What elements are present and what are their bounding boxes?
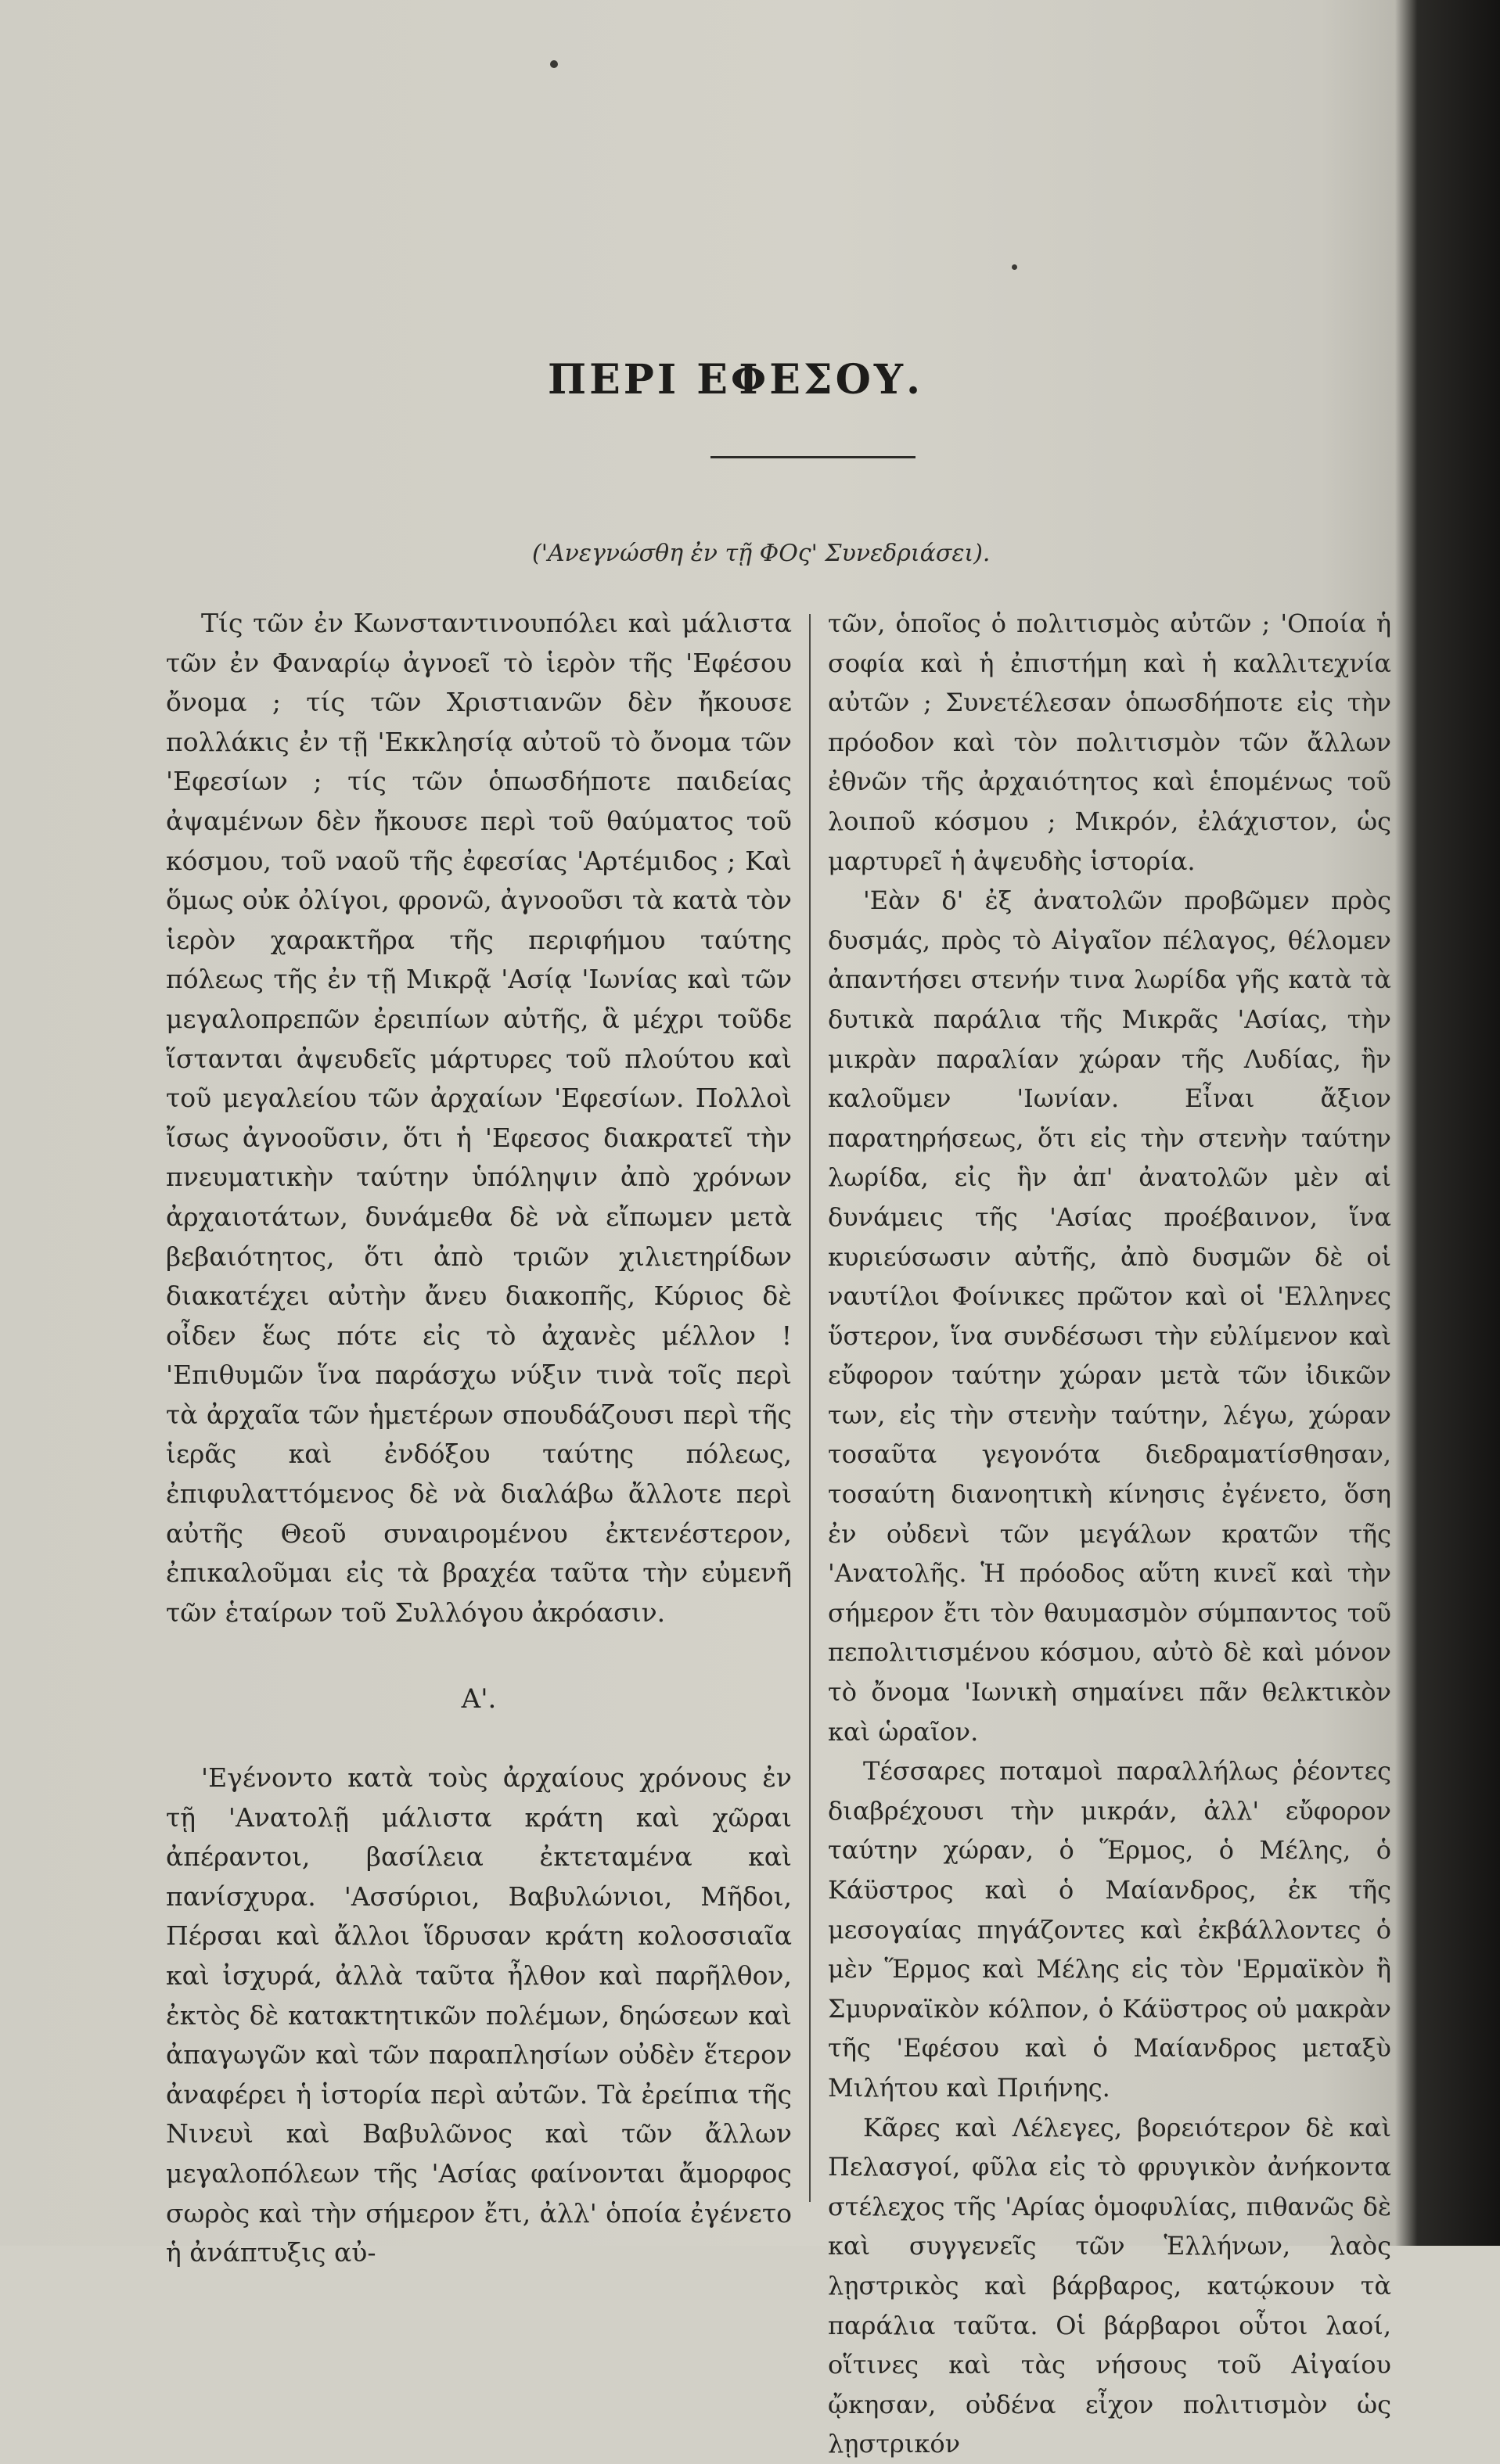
continuation-paragraph: τῶν, ὁποῖος ὁ πολιτισμὸς αὐτῶν ; 'Οποία ἡ σοφία καὶ ἡ ἐπιστήμη καὶ ἡ καλλιτεχνία αὐτῶν ; Συνετέλεσαν ὁπωσδήποτε εἰς τὴν πρόοδον καὶ τὸν πολιτισμὸν τῶν ἄλλων ἐθνῶν τῆς ἀρχαιότητος καὶ ἑπομένως τοῦ λοιποῦ κόσμου ; Μικρόν, ἐλάχιστον, ὡς μαρτυρεῖ ἡ ἀψευδὴς ἱστορία. bbox=[828, 609, 1391, 876]
left-column bbox=[166, 604, 792, 2273]
peoples-paragraph: Κᾶρες καὶ Λέλεγες, βορειότερον δὲ καὶ Πελασγοί, φῦλα εἰς τὸ φρυγικὸν ἀνήκοντα στέλεχος τῆς 'Αρίας ὁμοφυλίας, πιθανῶς δὲ καὶ συγγενεῖς τῶν Ἑλλήνων, λαὸς λῃστρικὸς καὶ βάρβαρος, κατῴκουν τὰ παράλια ταῦτα. Οἱ βάρβαροι οὗτοι λαοί, οἵτινες καὶ τὰς νήσους τοῦ Αἰγαίου ᾤκησαν, οὐδένα εἶχον πολιτισμὸν ὡς λῃστρικόν bbox=[828, 2112, 1391, 2459]
column-divider bbox=[809, 614, 811, 2202]
article-title: ΠΕΡΙ ΕΦΕΣΟΥ. bbox=[548, 356, 924, 404]
ionia-paragraph: 'Εὰν δ' ἐξ ἀνατολῶν προβῶμεν πρὸς δυσμάς, πρὸς τὸ Αἰγαῖον πέλαγος, θέλομεν ἀπαντήσει στενήν τινα λωρίδα γῆς κατὰ τὰ δυτικὰ παράλια τῆς Μικρᾶς 'Ασίας, τὴν μικρὰν παραλίαν χώραν τῆς Λυδίας, ἣν καλοῦμεν 'Ιωνίαν. Εἶναι ἄξιον παρατηρήσεως, ὅτι εἰς τὴν στενὴν ταύτην λωρίδα, εἰς ἣν ἀπ' ἀνατολῶν μὲν αἱ δυνάμεις τῆς 'Ασίας προέβαινον, ἵνα κυριεύσωσιν αὐτῆς, ἀπὸ δυσμῶν δὲ οἱ ναυτίλοι Φοίνικες πρῶτον καὶ οἱ 'Ελληνες ὕστερον, ἵνα συνδέσωσι τὴν εὐλίμενον καὶ εὔφορον ταύτην χώραν μετὰ τῶν ἰδικῶν των, εἰς τὴν στενὴν ταύτην, λέγω, χώραν τοσαῦτα γεγονότα διεδραματίσθησαν, τοσαύτη διανοητικὴ κίνησις ἐγένετο, ὅση ἐν οὐδενὶ τῶν μεγάλων κρατῶν τῆς 'Ανατολῆς. Ἡ πρόοδος αὕτη κινεῖ καὶ τὴν σήμερον ἔτι τὸν θαυμασμὸν σύμπαντος τοῦ πεπολιτισμένου κόσμου, αὐτὸ δὲ καὶ μόνον τὸ ὄνομα 'Ιωνικὴ σημαίνει πᾶν θελκτικὸν καὶ ὡραῖον. bbox=[828, 885, 1391, 1747]
right-column bbox=[828, 604, 1391, 2464]
rivers-paragraph: Τέσσαρες ποταμοὶ παραλλήλως ῥέοντες διαβρέχουσι τὴν μικράν, ἀλλ' εὔφορον ταύτην χώραν, ὁ Ἕρμος, ὁ Μέλης, ὁ Κάϋστρος καὶ ὁ Μαίανδρος, ἐκ τῆς μεσογαίας πηγάζοντες καὶ ἐκβάλλοντες ὁ μὲν Ἕρμος καὶ Μέλης εἰς τὸν 'Ερμαϊκὸν ἢ Σμυρναϊκὸν κόλπον, ὁ Κάϋστρος οὐ μακρὰν τῆς 'Εφέσου καὶ ὁ Μαίανδρος μεταξὺ Μιλήτου καὶ Πριήνης. bbox=[828, 1756, 1391, 2103]
print-speck bbox=[1012, 264, 1017, 270]
article-subtitle: ('Ανεγνώσθη ἐν τῇ ΦΟς' Συνεδριάσει). bbox=[532, 540, 991, 567]
section-heading: Α'. bbox=[461, 1683, 497, 1715]
title-rule bbox=[710, 456, 915, 458]
section-paragraph: 'Εγένοντο κατὰ τοὺς ἀρχαίους χρόνους ἐν τῇ 'Ανατολῇ μάλιστα κράτη καὶ χῶραι ἀπέραντοι, βασίλεια ἐκτεταμένα καὶ πανίσχυρα. 'Ασσύριοι, Βαβυλώνιοι, Μῆδοι, Πέρσαι καὶ ἄλλοι ἵδρυσαν κράτη κολοσσιαῖα καὶ ἰσχυρά, ἀλλὰ ταῦτα ἦλθον καὶ παρῆλθον, ἐκτὸς δὲ κατακτητικῶν πολέμων, δηώσεων καὶ ἀπαγωγῶν καὶ τῶν παραπλησίων οὐδὲν ἕτερον ἀναφέρει ἡ ἱστορία περὶ αὐτῶν. Τὰ ἐρείπια τῆς Νινευὶ καὶ Βαβυλῶνος καὶ τῶν ἄλλων μεγαλοπόλεων τῆς 'Ασίας φαίνονται ἄμορφος σωρὸς καὶ τὴν σήμερον ἔτι, ἀλλ' ὁποία ἐγένετο ἡ ἀνάπτυξις αὐ- bbox=[166, 1762, 792, 2268]
intro-paragraph: Τίς τῶν ἐν Κωνσταντινουπόλει καὶ μάλιστα τῶν ἐν Φαναρίῳ ἀγνοεῖ τὸ ἱερὸν τῆς 'Εφέσου ὄνομα ; τίς τῶν Χριστιανῶν δὲν ἤκουσε πολλάκις ἐν τῇ 'Εκκλησίᾳ αὐτοῦ τὸ ὄνομα τῶν 'Εφεσίων ; τίς τῶν ὁπωσδήποτε παιδείας ἀψαμένων δὲν ἤκουσε περὶ τοῦ θαύματος τοῦ κόσμου, τοῦ ναοῦ τῆς ἐφεσίας 'Αρτέμιδος ; Καὶ ὅμως οὐκ ὀλίγοι, φρονῶ, ἀγνοοῦσι τὰ κατὰ τὸν ἱερὸν χαρακτῆρα τῆς περιφήμου ταύτης πόλεως τῆς ἐν τῇ Μικρᾷ 'Ασίᾳ 'Ιωνίας καὶ τῶν μεγαλοπρεπῶν ἐρειπίων αὐτῆς, ἃ μέχρι τοῦδε ἵστανται ἀψευδεῖς μάρτυρες τοῦ πλούτου καὶ τοῦ μεγαλείου τῶν ἀρχαίων 'Εφεσίων. Πολλοὶ ἴσως ἀγνοοῦσιν, ὅτι ἡ 'Εφεσος διακρατεῖ τὴν πνευματικὴν ταύτην ὑπόληψιν ἀπὸ χρόνων ἀρχαιοτάτων, δυνάμεθα δὲ νὰ εἴπωμεν μετὰ βεβαιότητος, ὅτι ἀπὸ τριῶν χιλιετηρίδων διακατέχει αὐτὴν ἄνευ διακοπῆς, Κύριος δὲ οἶδεν ἕως πότε εἰς τὸ ἀχανὲς μέλλον ! 'Επιθυμῶν ἵνα παράσχω νύξιν τινὰ τοῖς περὶ τὰ ἀρχαῖα τῶν ἡμετέρων σπουδάζουσι περὶ τῆς ἱερᾶς καὶ ἐνδόξου ταύτης πόλεως, ἐπιφυλαττόμενος δὲ νὰ διαλάβω ἄλλοτε περὶ αὐτῆς Θεοῦ συναιρομένου ἐκτενέστερον, ἐπικαλοῦμαι εἰς τὰ βραχέα ταῦτα τὴν εὐμενῆ τῶν ἑταίρων τοῦ Συλλόγου ἀκρόασιν. bbox=[166, 608, 792, 1628]
print-speck bbox=[550, 60, 558, 68]
